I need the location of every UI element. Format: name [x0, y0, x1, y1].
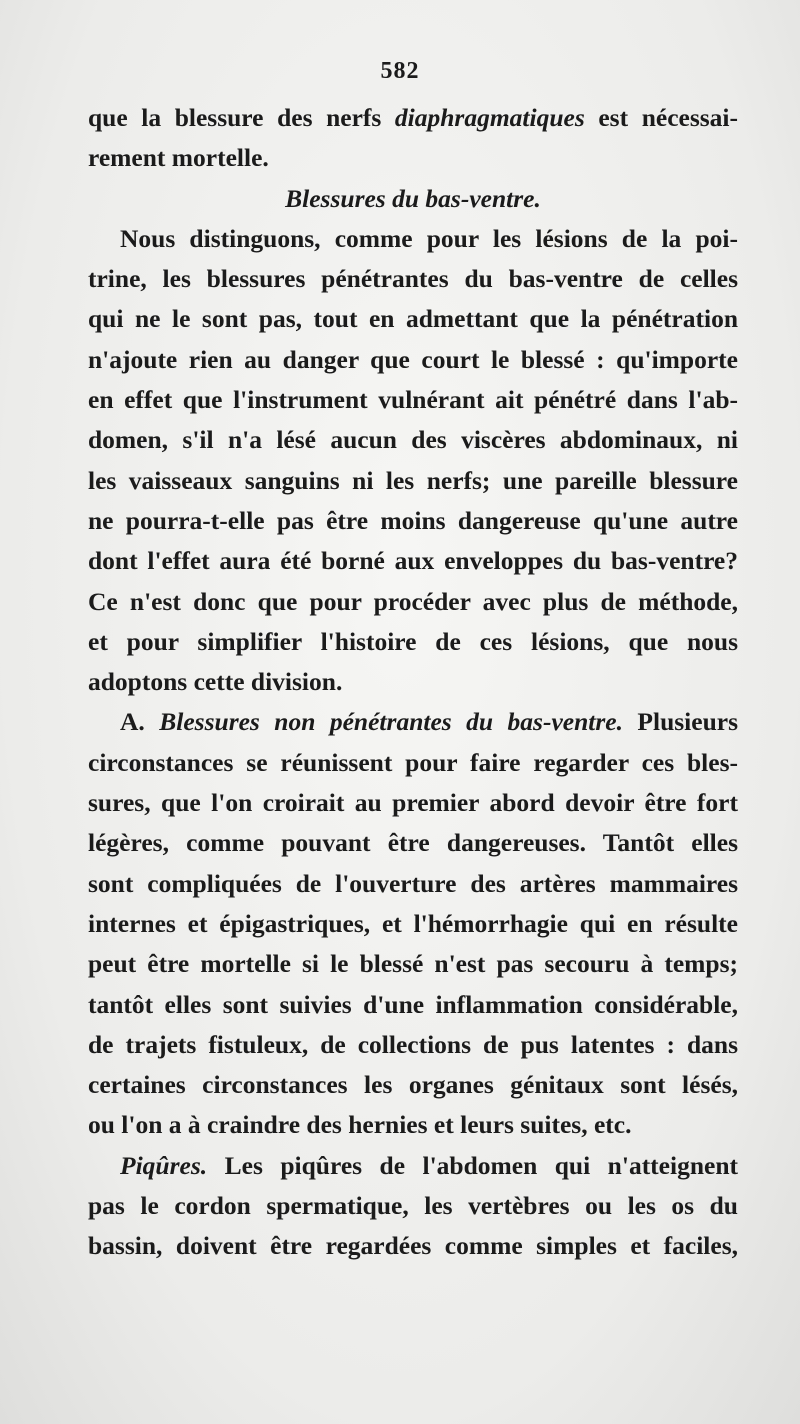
- text-line: en effet que l'instrument vulnérant ait pénétré dans l'ab-: [88, 385, 738, 415]
- text-line: ne pourra-t-elle pas être moins dangereuse qu'une autre: [88, 505, 738, 535]
- text-line: A. Blessures non pénétrantes du bas-ventre. Plusieurs: [120, 707, 739, 737]
- text-line: pas le cordon spermatique, les vertèbres ou les os du: [88, 1191, 738, 1221]
- text-line: sures, que l'on croirait au premier abord devoir être fort: [88, 788, 738, 818]
- text-line: de trajets fistuleux, de collections de pus latentes : dans: [88, 1029, 738, 1059]
- text-line: Piqûres. Les piqûres de l'abdomen qui n'atteignent: [120, 1150, 738, 1180]
- italic-text: diaphragmatiques: [394, 103, 585, 132]
- text-line: Ce n'est donc que pour procéder avec plus de méthode,: [88, 586, 738, 616]
- text-line: peut être mortelle si le blessé n'est pas secouru à temps;: [88, 949, 738, 979]
- text-line: adoptons cette division.: [88, 667, 343, 697]
- text-line: tantôt elles sont suivies d'une inflammation considérable,: [88, 989, 738, 1019]
- text-line: bassin, doivent être regardées comme simples et faciles,: [88, 1231, 738, 1261]
- text-line: ou l'on a à craindre des hernies et leurs suites, etc.: [88, 1110, 632, 1140]
- text-line: trine, les blessures pénétrantes du bas-ventre de celles: [88, 264, 738, 294]
- text-line: dont l'effet aura été borné aux enveloppes du bas-ventre?: [88, 546, 738, 576]
- text-line: circonstances se réunissent pour faire regarder ces bles-: [88, 747, 738, 777]
- text-line: internes et épigastriques, et l'hémorrhagie qui en résulte: [88, 908, 738, 938]
- text-line: certaines circonstances les organes génitaux sont lésés,: [88, 1070, 738, 1100]
- text-line: et pour simplifier l'histoire de ces lésions, que nous: [88, 626, 738, 656]
- italic-text: Blessures non pénétrantes du bas-ventre.: [159, 707, 623, 737]
- text-line: domen, s'il n'a lésé aucun des viscères abdominaux, ni: [88, 425, 738, 455]
- text-line: légères, comme pouvant être dangereuses. Tantôt elles: [88, 828, 738, 858]
- text-line: sont compliquées de l'ouverture des artères mammaires: [88, 868, 738, 898]
- body-text: [88, 98, 738, 1267]
- text-line: n'ajoute rien au danger que court le blessé : qu'importe: [88, 344, 738, 374]
- text-line: les vaisseaux sanguins ni les nerfs; une pareille blessure: [88, 465, 738, 495]
- italic-text: Piqûres.: [120, 1150, 208, 1180]
- section-heading: Blessures du bas-ventre.: [285, 183, 541, 213]
- text-line: qui ne le sont pas, tout en admettant que la pénétration: [88, 304, 738, 334]
- text-line: rement mortelle.: [88, 143, 269, 173]
- page-number: 582: [380, 58, 420, 84]
- text-line: Nous distinguons, comme pour les lésions de la poi-: [120, 223, 738, 253]
- text-line: que la blessure des nerfs diaphragmatiques est nécessai-: [88, 103, 738, 132]
